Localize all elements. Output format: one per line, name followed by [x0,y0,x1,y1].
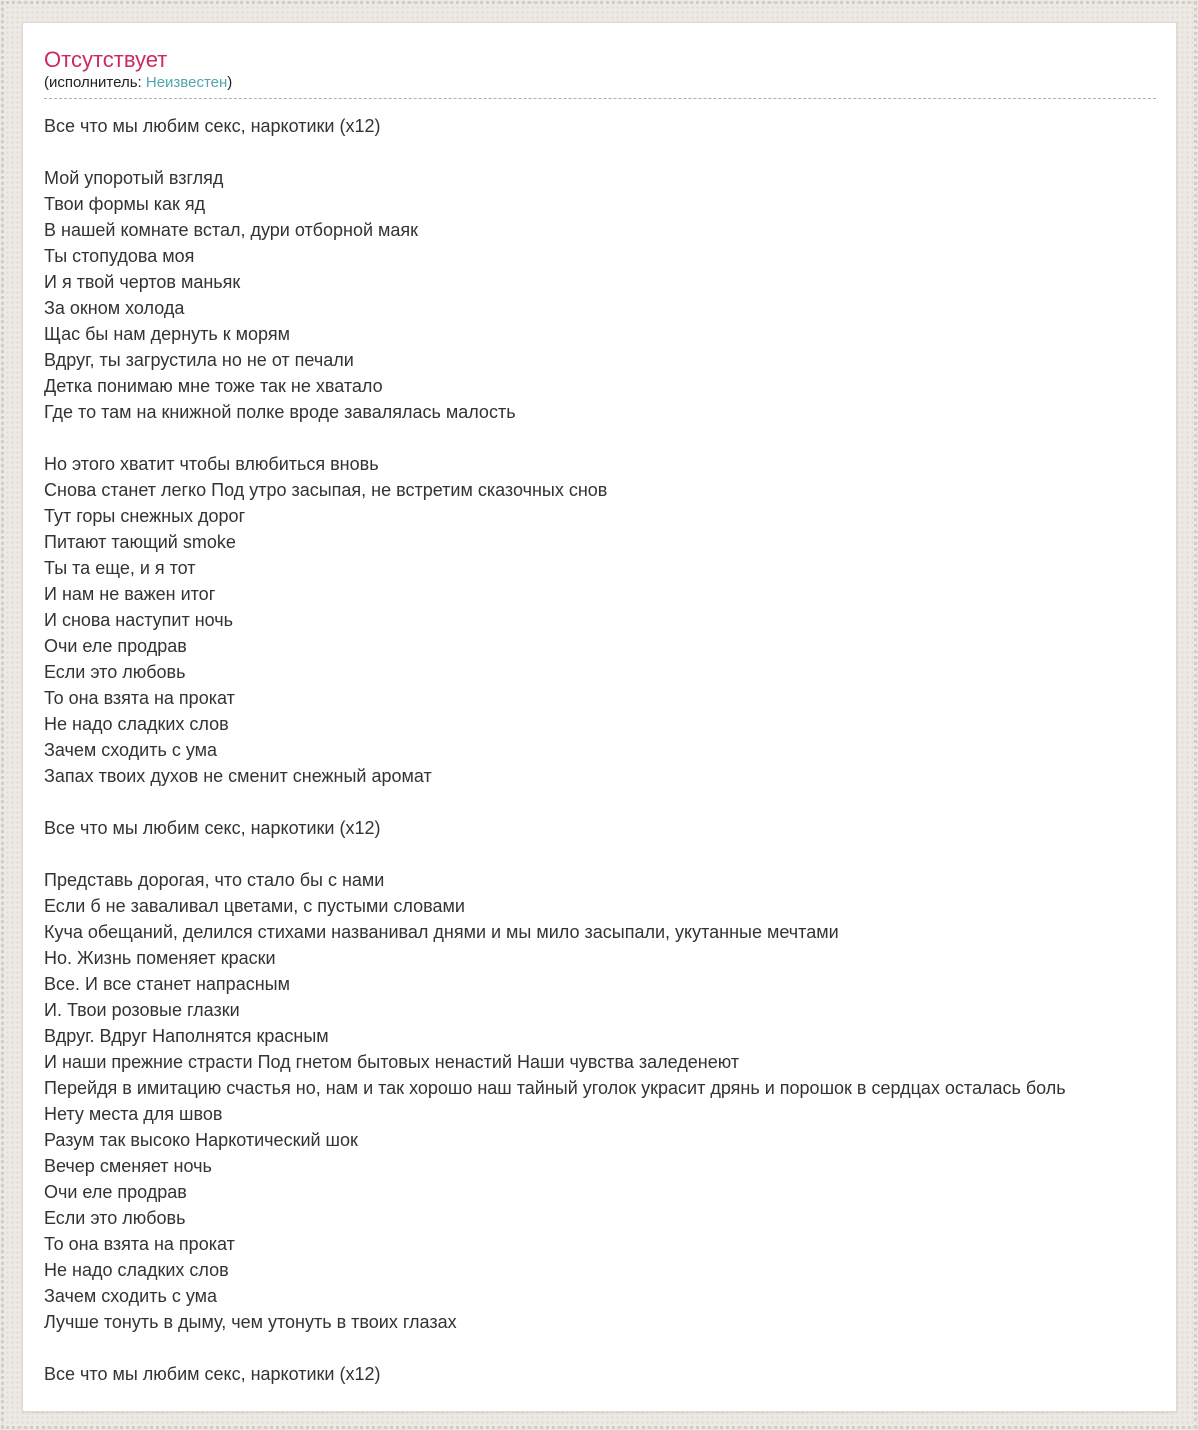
artist-label-suffix: ) [227,74,233,91]
lyrics-line: Щас бы нам дернуть к морям [44,321,1156,347]
lyrics-line: Питают тающий smoke [44,529,1156,555]
lyrics-line: Вдруг, ты загрустила но не от печали [44,347,1156,373]
lyrics-line [44,841,1156,867]
lyrics-line: Перейдя в имитацию счастья но, нам и так хорошо наш тайный уголок украсит дрянь и порошок в сердцах осталась боль [44,1075,1156,1101]
lyrics-line: Детка понимаю мне тоже так не хватало [44,373,1156,399]
lyrics-line [44,1335,1156,1361]
lyrics-line: Очи еле продрав [44,633,1156,659]
lyrics-line: Все. И все станет напрасным [44,971,1156,997]
lyrics-card [22,22,1177,1412]
lyrics-line: И я твой чертов маньяк [44,269,1156,295]
lyrics-line: Все что мы любим секс, наркотики (х12) [44,113,1156,139]
lyrics-line: И снова наступит ночь [44,607,1156,633]
lyrics-line: Но. Жизнь поменяет краски [44,945,1156,971]
lyrics-line: Не надо сладких слов [44,711,1156,737]
lyrics-line: Ты стопудова моя [44,243,1156,269]
lyrics-line: Зачем сходить с ума [44,1283,1156,1309]
lyrics-line: Вечер сменяет ночь [44,1153,1156,1179]
lyrics-line: Вдруг. Вдруг Наполнятся красным [44,1023,1156,1049]
lyrics-line: То она взята на прокат [44,685,1156,711]
artist-line [44,74,1156,99]
lyrics-text [44,113,1156,1387]
lyrics-line: Если это любовь [44,659,1156,685]
lyrics-line: И наши прежние страсти Под гнетом бытовых ненастий Наши чувства заледенеют [44,1049,1156,1075]
lyrics-line [44,425,1156,451]
lyrics-line: Очи еле продрав [44,1179,1156,1205]
lyrics-line: Нету места для швов [44,1101,1156,1127]
lyrics-line: Если б не заваливал цветами, с пустыми словами [44,893,1156,919]
lyrics-line: Представь дорогая, что стало бы с нами [44,867,1156,893]
lyrics-line: И нам не важен итог [44,581,1156,607]
lyrics-line: То она взята на прокат [44,1231,1156,1257]
lyrics-line: Если это любовь [44,1205,1156,1231]
song-title: Отсутствует [44,47,168,72]
lyrics-line: Лучше тонуть в дыму, чем утонуть в твоих глазах [44,1309,1156,1335]
lyrics-line [44,139,1156,165]
artist-link[interactable]: Неизвестен [145,74,228,91]
lyrics-line: В нашей комнате встал, дури отборной маяк [44,217,1156,243]
lyrics-line [44,789,1156,815]
lyrics-line: За окном холода [44,295,1156,321]
lyrics-line: И. Твои розовые глазки [44,997,1156,1023]
artist-label-prefix: (исполнитель: [44,74,146,91]
lyrics-line: Снова станет легко Под утро засыпая, не встретим сказочных снов [44,477,1156,503]
lyrics-line: Тут горы снежных дорог [44,503,1156,529]
lyrics-line: Куча обещаний, делился стихами названивал днями и мы мило засыпали, укутанные мечтами [44,919,1156,945]
lyrics-line: Все что мы любим секс, наркотики (х12) [44,815,1156,841]
lyrics-line: Запах твоих духов не сменит снежный аромат [44,763,1156,789]
lyrics-line: Все что мы любим секс, наркотики (х12) [44,1361,1156,1387]
lyrics-line: Но этого хватит чтобы влюбиться вновь [44,451,1156,477]
lyrics-line: Не надо сладких слов [44,1257,1156,1283]
lyrics-line: Зачем сходить с ума [44,737,1156,763]
lyrics-line: Твои формы как яд [44,191,1156,217]
lyrics-line: Где то там на книжной полке вроде завалялась малость [44,399,1156,425]
lyrics-line: Мой упоротый взгляд [44,165,1156,191]
lyrics-line: Ты та еще, и я тот [44,555,1156,581]
lyrics-line: Разум так высоко Наркотический шок [44,1127,1156,1153]
